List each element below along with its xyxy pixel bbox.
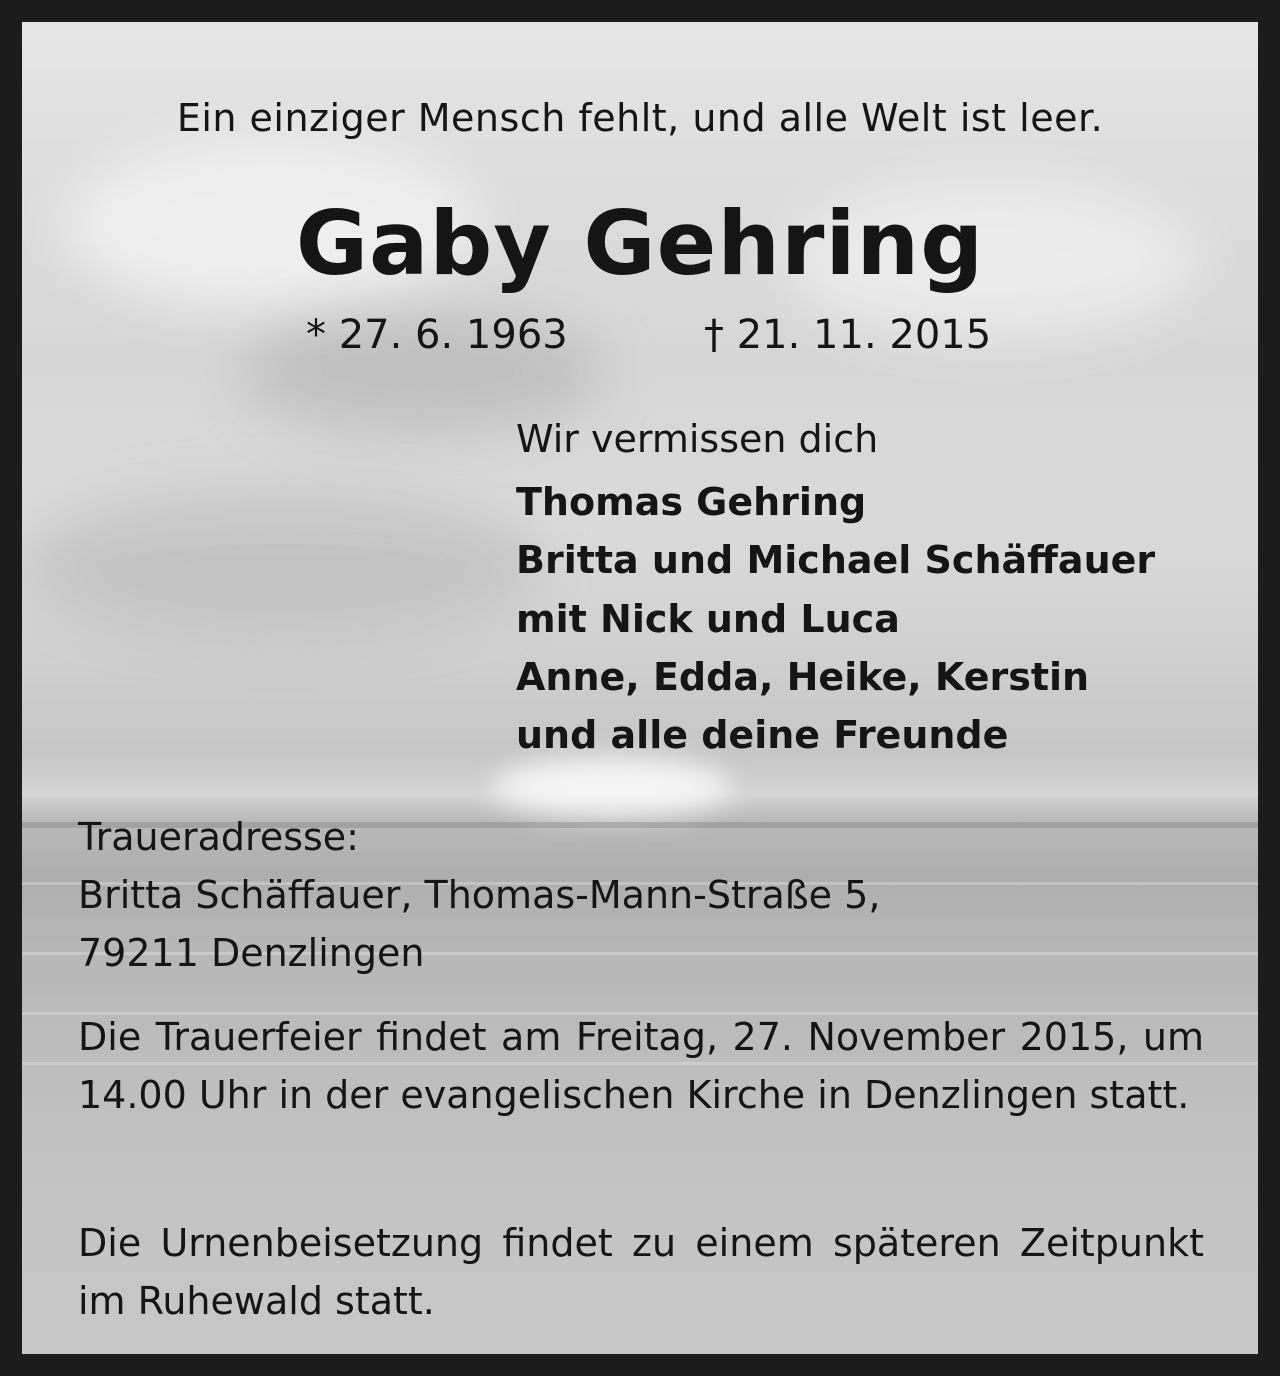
burial-text: Die Urnenbeisetzung findet zu einem späteren Zeitpunkt im Ruhewald statt. bbox=[78, 1221, 1204, 1324]
mourner-line: und alle deine Freunde bbox=[516, 712, 1009, 757]
death-date: † 21. 11. 2015 bbox=[704, 312, 992, 358]
miss-you-line: Wir vermissen dich bbox=[516, 417, 879, 461]
mourning-address bbox=[78, 808, 880, 982]
address-street: Britta Schäffauer, Thomas-Mann-Straße 5, bbox=[78, 873, 881, 918]
mourners-block bbox=[516, 414, 1155, 764]
mourner-line: Anne, Edda, Heike, Kerstin bbox=[516, 654, 1090, 699]
mourner-line: Thomas Gehring bbox=[516, 480, 867, 525]
mourner-line: Britta und Michael Schäffauer bbox=[516, 538, 1156, 583]
address-label: Traueradresse: bbox=[78, 815, 359, 859]
address-city: 79211 Denzlingen bbox=[78, 931, 425, 976]
mourner-line: mit Nick und Luca bbox=[516, 596, 900, 641]
deceased-name: Gaby Gehring bbox=[295, 192, 985, 295]
birth-date: * 27. 6. 1963 bbox=[306, 312, 568, 358]
memorial-quote: Ein einziger Mensch fehlt, und alle Welt ist leer. bbox=[176, 96, 1104, 140]
ceremony-text: Die Trauerfeier findet am Freitag, 27. November 2015, um 14.00 Uhr in der evangelischen Kirche in Denzlingen statt. bbox=[78, 1015, 1204, 1118]
